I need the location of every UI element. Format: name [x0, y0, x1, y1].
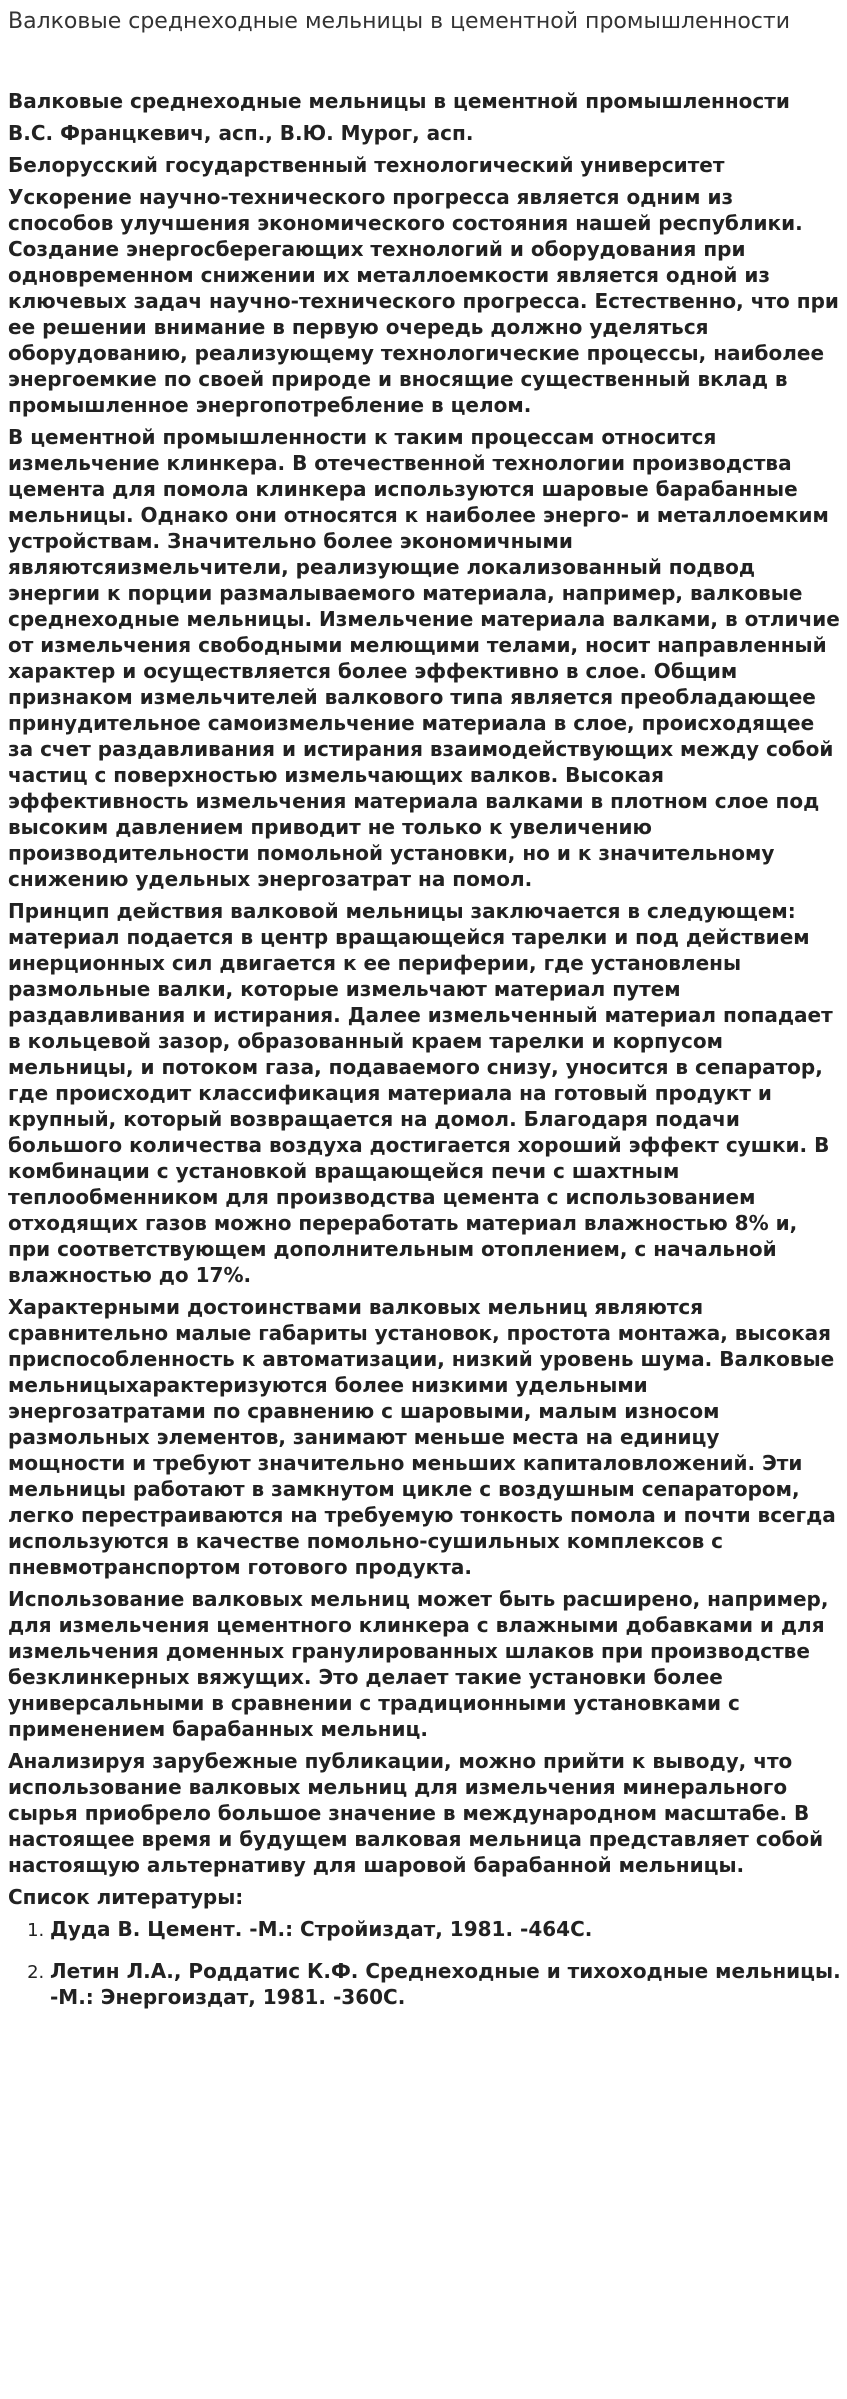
article-affiliation: Белорусский государственный технологический университет	[8, 153, 725, 177]
page-title: Валковые среднеходные мельницы в цементной промышленности	[8, 9, 790, 34]
paragraph-applications: Использование валковых мельниц может быть расширено, например, для измельчения цементного клинкера с влажными добавками и для измельчения доменных гранулированных шлаков при производстве безклинкерных вяжущих. Это делает такие установки более универсальными в сравнении с традиционными установками с применением барабанных мельниц.	[8, 1587, 829, 1741]
paragraph-cement-industry: В цементной промышленности к таким процессам относится измельчение клинкера. В отечественной технологии производства цемента для помола клинкера используются шаровые барабанные мельницы. Однако они относятся к наиболее энерго- и металлоемким устройствам. Значительно более экономичными являютсяизмельчители, реализующие локализованный подвод энергии к порции размалываемого материала, например, валковые среднеходные мельницы. Измельчение материала валками, в отличие от измельчения свободными мелющими телами, носит направленный характер и осуществляется более эффективно в слое. Общим признаком измельчителей валкового типа является преобладающее принудительное самоизмельчение материала в слое, происходящее за счет раздавливания и истирания взаимодействующих между собой частиц с поверхностью измельчающих валков. Высокая эффективность измельчения материала валками в плотном слое под высоким давлением приводит не только к увеличению производительности помольной установки, но и к значительному снижению удельных энергозатрат на помол.	[8, 425, 840, 891]
reference-item: 2. Летин Л.А., Роддатис К.Ф. Среднеходные и тихоходные мельницы. -М.: Энергоиздат, 1981. -360С.	[50, 1958, 843, 2010]
article-body	[8, 88, 843, 2010]
article-authors: В.С. Францкевич, асп., В.Ю. Мурог, асп.	[8, 121, 474, 145]
references-list	[8, 1916, 843, 2010]
paragraph-conclusion: Анализируя зарубежные публикации, можно прийти к выводу, что использование валковых мельниц для измельчения минерального сырья приобрело большое значение в международном масштабе. В настоящее время и будущем валковая мельница представляет собой настоящую альтернативу для шаровой барабанной мельницы.	[8, 1749, 824, 1877]
paragraph-operating-principle: Принцип действия валковой мельницы заключается в следующем: материал подается в центр вращающейся тарелки и под действием инерционных сил двигается к ее периферии, где установлены размольные валки, которые измельчают материал путем раздавливания и истирания. Далее измельченный материал попадает в кольцевой зазор, образованный краем тарелки и корпусом мельницы, и потоком газа, подаваемого снизу, уносится в сепаратор, где происходит классификация материала на готовый продукт и крупный, который возвращается на домол. Благодаря подачи большого количества воздуха достигается хороший эффект сушки. В комбинации с установкой вращающейся печи с шахтным теплообменником для производства цемента с использованием отходящих газов можно переработать материал влажностью 8% и, при соответствующем дополнительным отоплением, с начальной влажностью до 17%.	[8, 899, 833, 1287]
paragraph-intro: Ускорение научно-технического прогресса является одним из способов улучшения экономического состояния нашей республики. Создание энергосберегающих технологий и оборудования при одновременном снижении их металлоемкости является одной из ключевых задач научно-технического прогресса. Естественно, что при ее решении внимание в первую очередь должно уделяться оборудованию, реализующему технологические процессы, наиболее энергоемкие по своей природе и вносящие существенный вклад в промышленное энергопотребление в целом.	[8, 185, 839, 417]
article-title: Валковые среднеходные мельницы в цементной промышленности	[8, 89, 790, 113]
reference-item: 1. Дуда В. Цемент. -М.: Стройиздат, 1981. -464С.	[50, 1916, 843, 1942]
references-heading: Список литературы:	[8, 1885, 244, 1909]
paragraph-advantages: Характерными достоинствами валковых мельниц являются сравнительно малые габариты установок, простота монтажа, высокая приспособленность к автоматизации, низкий уровень шума. Валковые мельницыхарактеризуются более низкими удельными энергозатратами по сравнению с шаровыми, малым износом размольных элементов, занимают меньше места на единицу мощности и требуют значительно меньших капиталовложений. Эти мельницы работают в замкнутом цикле с воздушным сепаратором, легко перестраиваются на требуемую тонкость помола и почти всегда используются в качестве помольно-сушильных комплексов с пневмотранспортом готового продукта.	[8, 1295, 836, 1579]
